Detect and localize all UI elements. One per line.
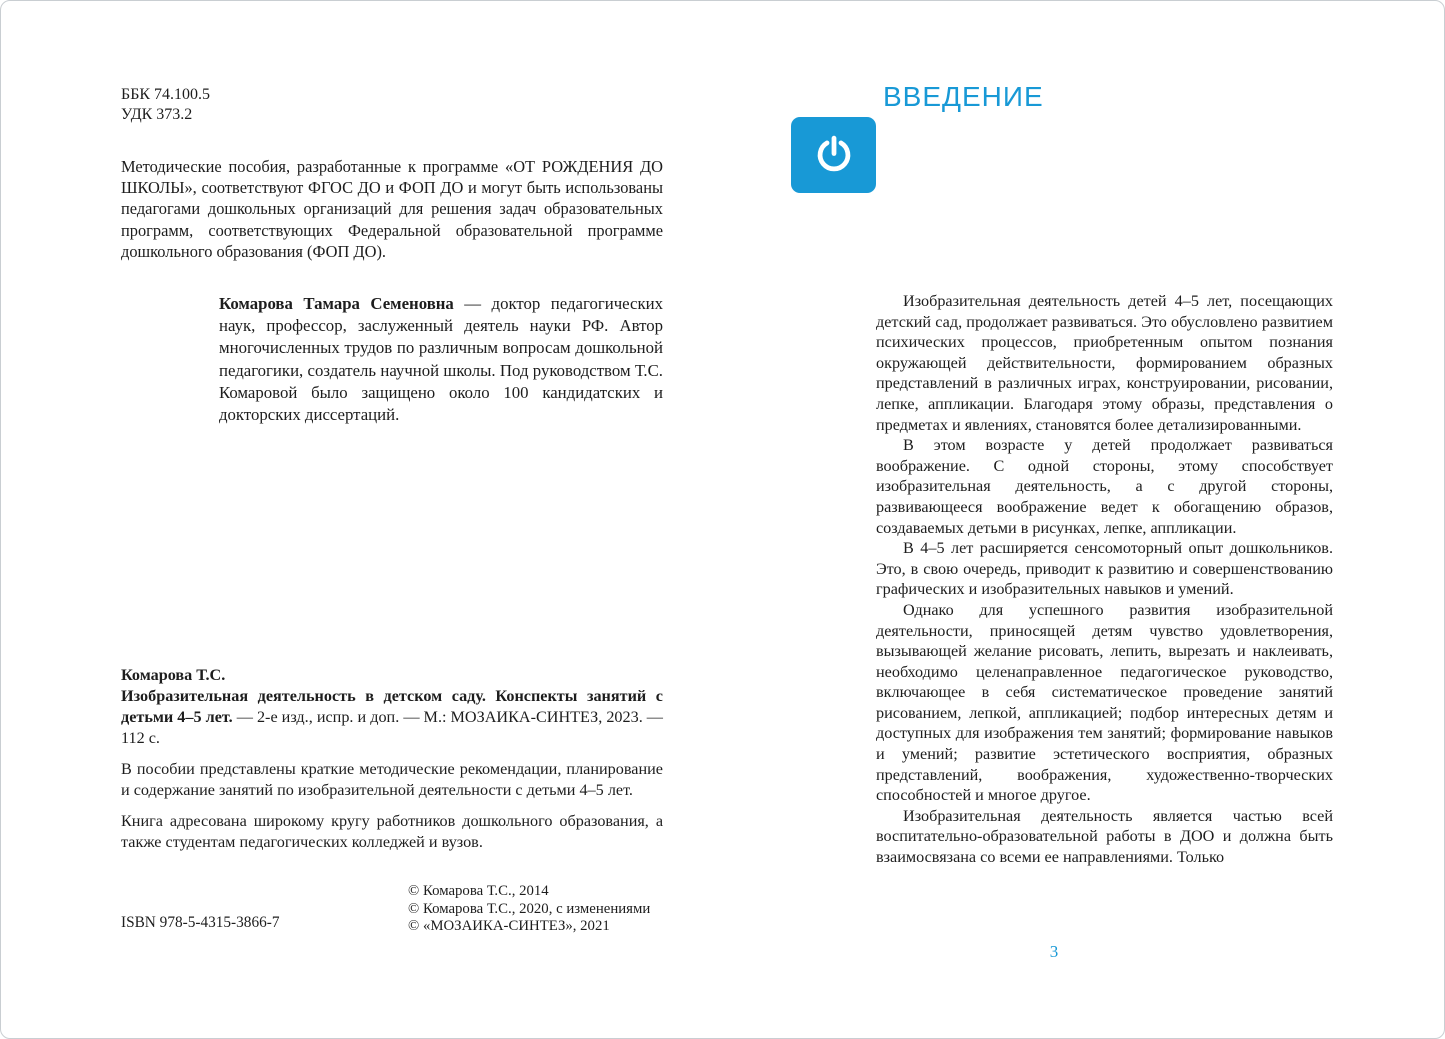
classification-codes xyxy=(121,85,210,124)
intro-paragraph: Однако для успешного развития изобразительной деятельности, приносящей детям чувство удовлетворения, вызывающей желание рисовать, лепить, вырезать и наклеивать, необходимо целенаправленное педагогическое руководство, включающее в себя систематическое проведение занятий рисованием, лепкой, аппликацией; подбор интересных детям и доступных для изображения тем занятий; формирование навыков и умений; развитие эстетического восприятия, образных представлений, воображения, художественно-творческих способностей и многое другое. xyxy=(876,600,1333,805)
intro-paragraph: Изобразительная деятельность детей 4–5 лет, посещающих детский сад, продолжает развиваться. Это обусловлено развитием психических процессов, приобретенным опытом познания окружающей действительности, формированием образных представлений в различных играх, конструировании, рисовании, лепке, аппликации. Благодаря этому образы, представления о предметах и явлениях, становятся более детализированными. xyxy=(876,292,1333,434)
intro-paragraph: В этом возрасте у детей продолжает развиваться воображение. С одной стороны, этому способствует изобразительная деятельность, а с другой стороны, развивающееся воображение ведет к обогащению образов, создаваемых детьми в рисунках, лепке, аппликации. xyxy=(876,436,1333,537)
catalog-and-annotations xyxy=(121,665,663,853)
copyright-line: © Комарова Т.С., 2014 xyxy=(408,883,549,899)
copyright-line: © Комарова Т.С., 2020, с изменениями xyxy=(408,900,651,917)
author-name: Комарова Тамара Семеновна xyxy=(219,294,454,313)
catalog-title: Изобразительная деятельность в детском саду. Конспекты занятий с детьми 4–5 лет. xyxy=(121,687,663,726)
annotation-second: Книга адресована широкому кругу работников дошкольного образования, а также студентам педагогических колледжей и вузов. xyxy=(121,812,663,851)
intro-paragraph: В 4–5 лет расширяется сенсомоторный опыт дошкольников. Это, в свою очередь, приводит к развитию и совершенствованию графических и изобразительных навыков и умений. xyxy=(876,539,1333,599)
catalog-description xyxy=(121,686,663,749)
chapter-title: ВВЕДЕНИЕ xyxy=(883,81,1044,112)
copyright-line: © «МОЗАИКА-СИНТЕЗ», 2021 xyxy=(408,918,610,935)
series-note: Методические пособия, разработанные к программе «ОТ РОЖДЕНИЯ ДО ШКОЛЫ», соответствуют ФГОС ДО и ФОП ДО и могут быть использованы педагогами дошкольных организаций для решения задач образовательных программ, соответствующих Федеральной образовательной программе дошкольного образования (ФОП ДО). xyxy=(121,157,663,261)
bbk-code: ББК 74.100.5 xyxy=(121,86,211,103)
page-number: 3 xyxy=(1049,942,1059,961)
isbn: ISBN 978-5-4315-3866-7 xyxy=(121,914,280,931)
power-icon xyxy=(791,117,876,193)
introduction-text xyxy=(876,291,1333,868)
catalog-entry xyxy=(121,665,663,749)
catalog-info: — 2-е изд., испр. и доп. — М.: МОЗАИКА-СИНТЕЗ, 2023. — 112 с. xyxy=(121,708,663,747)
catalog-author: Комарова Т.С. xyxy=(121,666,226,684)
copyright-block xyxy=(408,883,650,936)
intro-paragraph: Изобразительная деятельность является частью всей воспитательно-образовательной работы в ДОО и должна быть взаимосвязана со всеми ее направлениями. Только xyxy=(876,806,1333,867)
author-bio xyxy=(219,293,663,426)
author-bio-text: — доктор педагогических наук, профессор, заслуженный деятель науки РФ. Автор многочисленных трудов по различным вопросам дошкольной педагогики, создатель научной школы. Под руководством Т.С. Комаровой было защищено около 100 кандидатских и докторских диссертаций. xyxy=(219,294,663,425)
udk-code: УДК 373.2 xyxy=(121,105,193,123)
annotation-first: В пособии представлены краткие методические рекомендации, планирование и содержание занятий по изобразительной деятельности с детьми 4–5 лет. xyxy=(121,760,663,799)
